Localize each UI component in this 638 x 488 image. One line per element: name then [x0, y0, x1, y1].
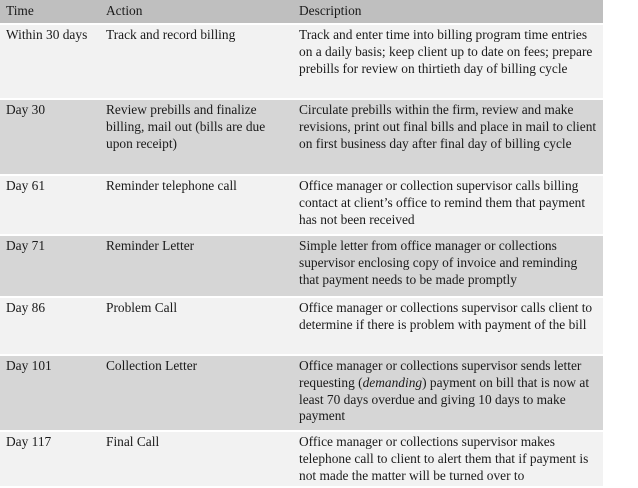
table-row: [0, 297, 603, 355]
table-row: [0, 235, 603, 297]
description-emphasis: demanding: [362, 374, 423, 390]
time-cell: Day 117: [0, 431, 100, 487]
action-cell: Review prebills and finalize billing, mail out (bills are due upon receipt): [100, 99, 293, 175]
time-cell: Day 71: [0, 235, 100, 297]
table-row: [0, 355, 603, 431]
description-cell: Circulate prebills within the firm, review and make revisions, print out final bills and place in mail to client on first business day after final day of billing cycle: [293, 99, 603, 175]
action-cell: Collection Letter: [100, 355, 293, 431]
action-cell: Problem Call: [100, 297, 293, 355]
header-time: Time: [0, 0, 100, 24]
time-cell: Within 30 days: [0, 24, 100, 99]
time-cell: Day 86: [0, 297, 100, 355]
action-cell: Reminder telephone call: [100, 175, 293, 235]
description-text: Office manager or collections supervisor sends letter requesting (: [299, 358, 582, 390]
description-cell: Simple letter from office manager or collections supervisor enclosing copy of invoice and reminding that payment needs to be made promptly: [293, 235, 603, 297]
action-cell: Reminder Letter: [100, 235, 293, 297]
time-cell: Day 101: [0, 355, 100, 431]
description-cell: Office manager or collections supervisor calls client to determine if there is problem with payment of the bill: [293, 297, 603, 355]
table-row: [0, 175, 603, 235]
table-header-row: [0, 0, 603, 24]
table-row: [0, 99, 603, 175]
description-cell: [293, 355, 603, 431]
description-cell: Track and enter time into billing program time entries on a daily basis; keep client up to date on fees; prepare prebills for review on thirtieth day of billing cycle: [293, 24, 603, 99]
header-description: Description: [293, 0, 603, 24]
time-cell: Day 61: [0, 175, 100, 235]
header-action: Action: [100, 0, 293, 24]
description-text: ) payment on bill that is now at least 70 days overdue and giving 10 days to make payment: [299, 374, 590, 424]
time-cell: Day 30: [0, 99, 100, 175]
table-row: [0, 24, 603, 99]
action-cell: Track and record billing: [100, 24, 293, 99]
description-cell: Office manager or collections supervisor makes telephone call to client to alert them that if payment is not made the matter will be turned over to: [293, 431, 603, 487]
description-cell: Office manager or collection supervisor calls billing contact at client’s office to remind them that payment has not been received: [293, 175, 603, 235]
action-cell: Final Call: [100, 431, 293, 487]
